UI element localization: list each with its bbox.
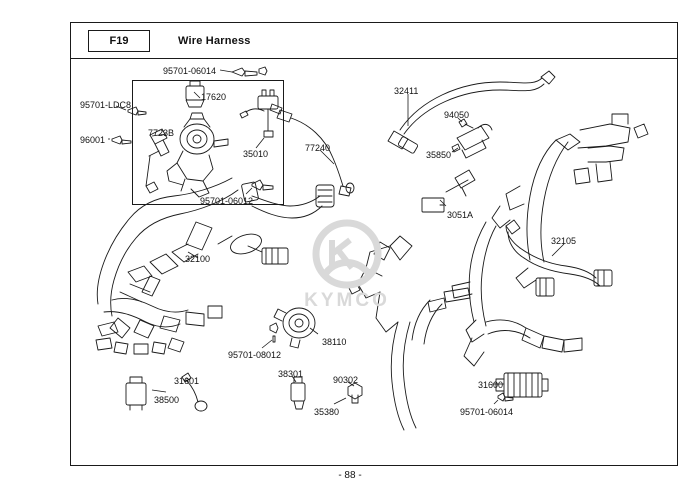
- callout-31600: 31600: [478, 380, 504, 390]
- sheet-code: F19: [109, 35, 129, 47]
- callout-95701-LDC8: 95701-LDC8: [80, 100, 132, 110]
- callout-35850: 35850: [426, 150, 452, 160]
- sheet-code-box: [88, 30, 150, 52]
- callout-35380: 35380: [314, 407, 340, 417]
- callout-32411: 32411: [394, 86, 419, 96]
- callout-38301: 38301: [278, 369, 304, 379]
- callout-32100: 32100: [185, 254, 211, 264]
- callout-17620: 17620: [201, 92, 227, 102]
- page-title: Wire Harness: [178, 35, 251, 47]
- page-number: - 88 -: [338, 470, 362, 481]
- callout-94050: 94050: [444, 110, 470, 120]
- callout-77240: 77240: [305, 143, 331, 153]
- callout-38110: 38110: [322, 337, 347, 347]
- callout-7723B: 7723B: [148, 128, 175, 138]
- callout-95701-06014-top: 95701-06014: [163, 66, 217, 76]
- watermark-text: KYMCO: [304, 290, 390, 311]
- callout-38500: 38500: [154, 395, 180, 405]
- callout-96001: 96001: [80, 135, 106, 145]
- callout-32105: 32105: [551, 236, 577, 246]
- callout-3051A: 3051A: [447, 210, 474, 220]
- callout-95701-06012: 95701-06012: [200, 196, 254, 206]
- callout-95701-08012: 95701-08012: [228, 350, 282, 360]
- callout-35010: 35010: [243, 149, 269, 159]
- callout-90302: 90302: [333, 375, 359, 385]
- callout-95701-06014-bottom: 95701-06014: [460, 407, 514, 417]
- callout-31601: 31601: [174, 376, 200, 386]
- header-divider: [70, 58, 678, 59]
